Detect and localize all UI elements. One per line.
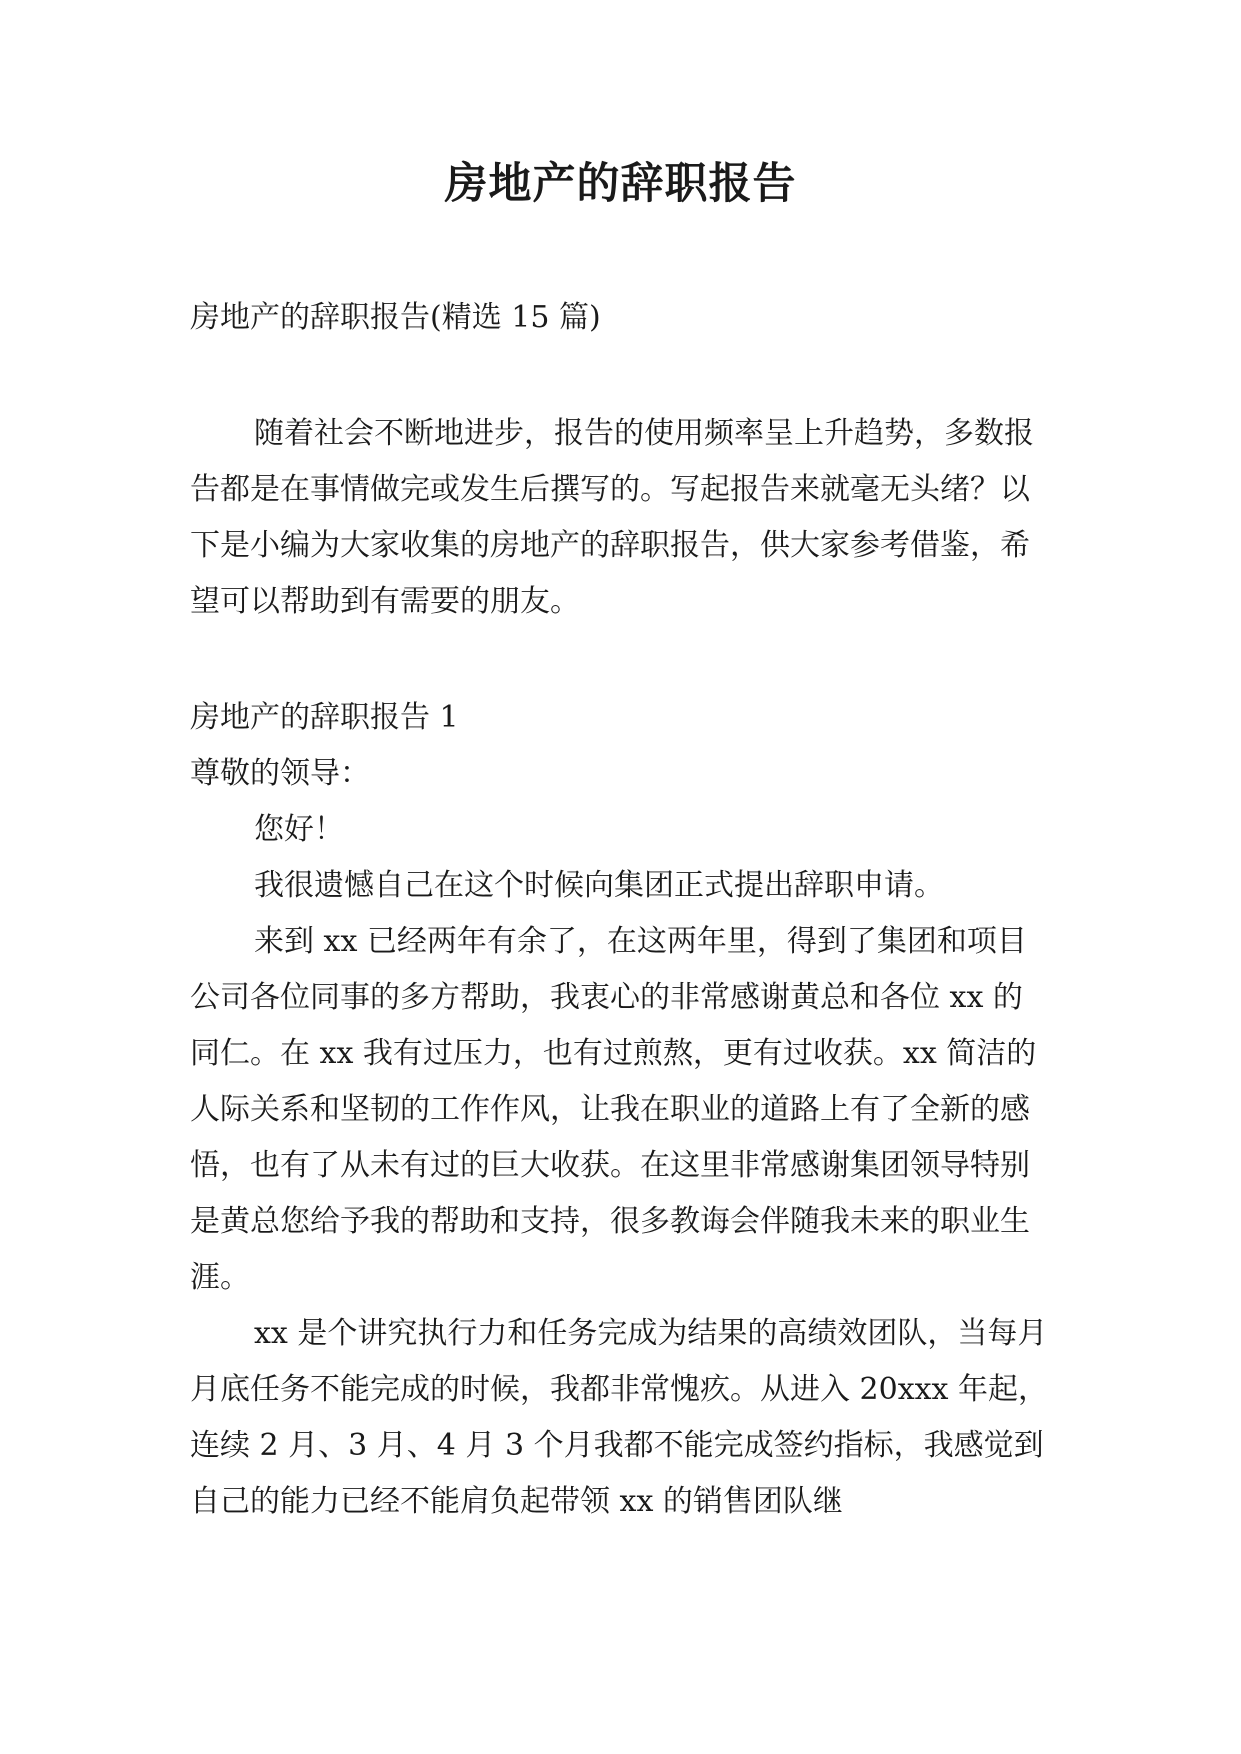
document-body [190, 290, 1050, 1530]
body-paragraph: 我很遗憾自己在这个时候向集团正式提出辞职申请。 [254, 868, 944, 903]
body-paragraph: xx 是个讲究执行力和任务完成为结果的高绩效团队，当每月月底任务不能完成的时候，我都非常愧疚。从进入 20xxx 年起，连续 2 月、3 月、4 月 3 个月我都不能完成签约指标，我感觉到自己的能力已经不能肩负起带领 xx 的销售团队继 [190, 1316, 1049, 1519]
salutation: 尊敬的领导： [190, 756, 370, 791]
greeting: 您好！ [254, 812, 344, 847]
intro-paragraph: 随着社会不断地进步，报告的使用频率呈上升趋势，多数报告都是在事情做完或发生后撰写的。写起报告来就毫无头绪？以下是小编为大家收集的房地产的辞职报告，供大家参考借鉴，希望可以帮助到有需要的朋友。 [190, 416, 1034, 619]
document-subtitle: 房地产的辞职报告(精选 15 篇) [190, 300, 601, 335]
document-title: 房地产的辞职报告 [444, 159, 797, 209]
body-paragraph: 来到 xx 已经两年有余了，在这两年里，得到了集团和项目公司各位同事的多方帮助，我衷心的非常感谢黄总和各位 xx 的同仁。在 xx 我有过压力，也有过煎熬，更有过收获。xx 简洁的人际关系和坚韧的工作作风，让我在职业的道路上有了全新的感悟，也有了从未有过的巨大收获。在这里非常感谢集团领导特别是黄总您给予我的帮助和支持，很多教诲会伴随我未来的职业生涯。 [190, 924, 1037, 1295]
section-heading: 房地产的辞职报告 1 [190, 700, 459, 735]
